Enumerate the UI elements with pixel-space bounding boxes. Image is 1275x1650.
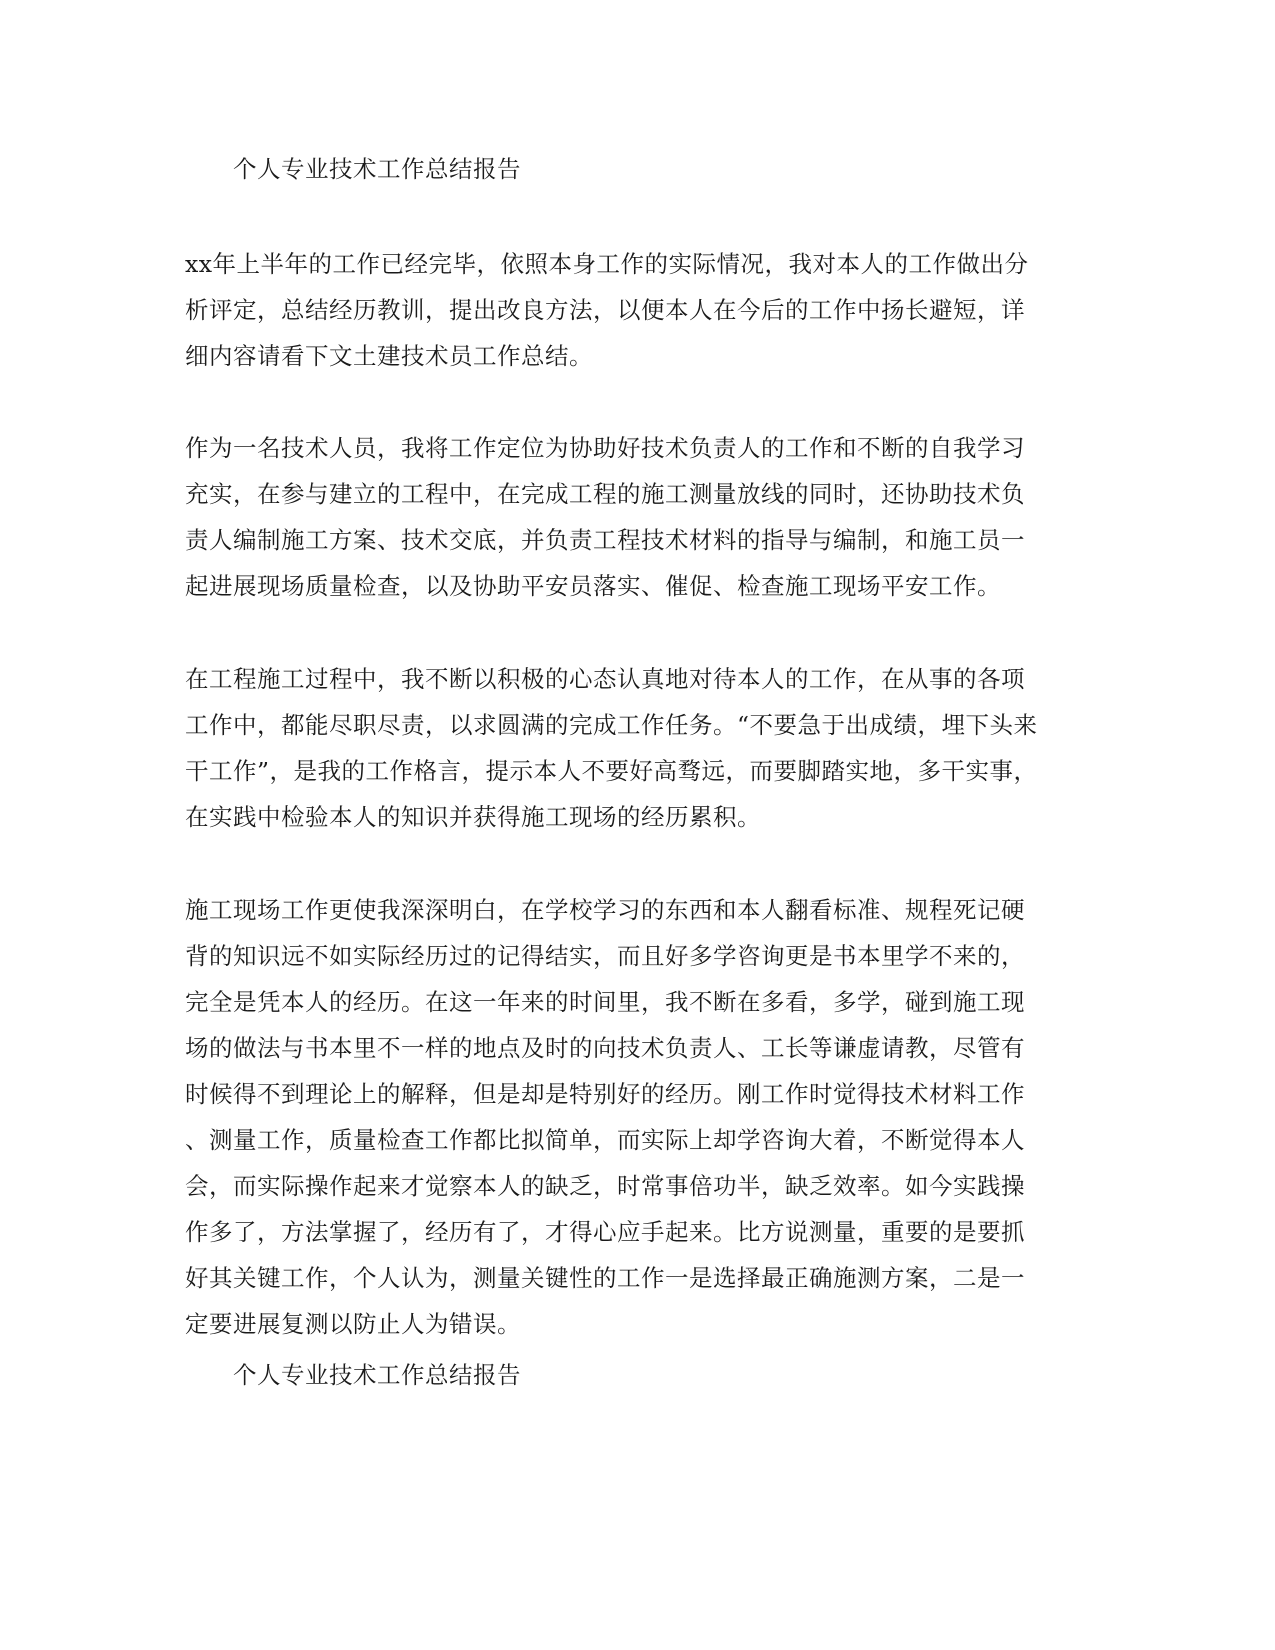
- paragraph-line: 细内容请看下文土建技术员工作总结。: [185, 342, 593, 370]
- paragraph-line: 在实践中检验本人的知识并获得施工现场的经历累积。: [185, 803, 761, 831]
- paragraph-line: 会，而实际操作起来才觉察本人的缺乏，时常事倍功半，缺乏效率。如今实践操: [185, 1172, 1025, 1200]
- paragraph-line: 完全是凭本人的经历。在这一年来的时间里，我不断在多看，多学，碰到施工现: [185, 988, 1025, 1016]
- paragraph-line: 工作中，都能尽职尽责，以求圆满的完成工作任务。“不要急于出成绩，埋下头来: [185, 711, 1038, 739]
- paragraph-line: 析评定，总结经历教训，提出改良方法，以便本人在今后的工作中扬长避短，详: [185, 296, 1025, 324]
- paragraph-line: 时候得不到理论上的解释，但是却是特别好的经历。刚工作时觉得技术材料工作: [185, 1080, 1025, 1108]
- paragraph-line: 充实，在参与建立的工程中，在完成工程的施工测量放线的同时，还协助技术负: [185, 480, 1025, 508]
- paragraph-line: 、测量工作，质量检查工作都比拟简单，而实际上却学咨询大着，不断觉得本人: [185, 1126, 1025, 1154]
- paragraph-line: 起进展现场质量检查，以及协助平安员落实、催促、检查施工现场平安工作。: [185, 572, 1001, 600]
- paragraph-line: 背的知识远不如实际经历过的记得结实，而且好多学咨询更是书本里学不来的，: [185, 942, 1025, 970]
- paragraph-line: 作多了，方法掌握了，经历有了，才得心应手起来。比方说测量，重要的是要抓: [185, 1218, 1025, 1246]
- paragraph-line: 责人编制施工方案、技术交底，并负责工程技术材料的指导与编制，和施工员一: [185, 526, 1025, 554]
- paragraph-line: 作为一名技术人员，我将工作定位为协助好技术负责人的工作和不断的自我学习: [185, 434, 1025, 462]
- paragraph-line: 干工作”，是我的工作格言，提示本人不要好高骛远，而要脚踏实地，多干实事，: [185, 757, 1038, 785]
- paragraph-line: 场的做法与书本里不一样的地点及时的向技术负责人、工长等谦虚请教，尽管有: [185, 1034, 1025, 1062]
- document-title-bottom: 个人专业技术工作总结报告: [233, 1361, 521, 1389]
- document-title-top: 个人专业技术工作总结报告: [233, 155, 521, 183]
- paragraph-line: 在工程施工过程中，我不断以积极的心态认真地对待本人的工作，在从事的各项: [185, 665, 1025, 693]
- paragraph-line: 施工现场工作更使我深深明白，在学校学习的东西和本人翻看标准、规程死记硬: [185, 896, 1025, 924]
- paragraph-line: 好其关键工作，个人认为，测量关键性的工作一是选择最正确施测方案，二是一: [185, 1264, 1025, 1292]
- paragraph-line: xx年上半年的工作已经完毕，依照本身工作的实际情况，我对本人的工作做出分: [185, 250, 1029, 278]
- paragraph-line: 定要进展复测以防止人为错误。: [185, 1310, 521, 1338]
